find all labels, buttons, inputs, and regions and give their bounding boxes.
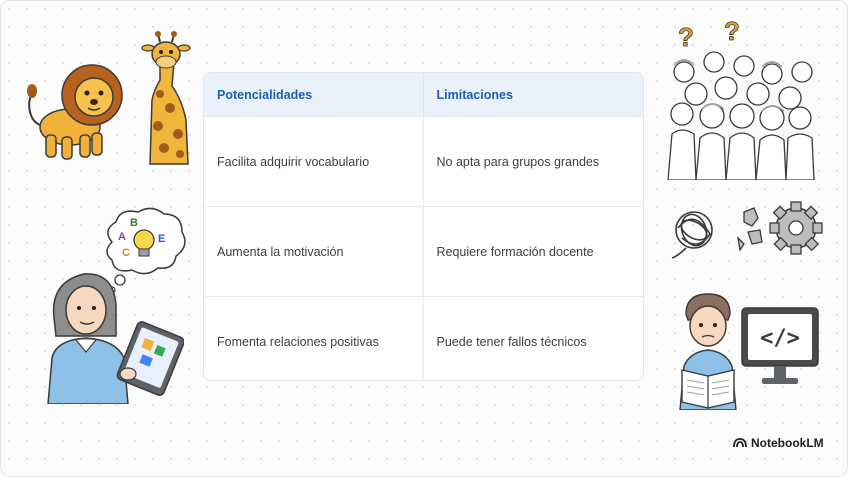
header-limitaciones: Limitaciones <box>436 87 513 102</box>
table-cell: Requiere formación docente <box>436 244 594 259</box>
table-cell: Fomenta relaciones positivas <box>204 297 424 381</box>
woman-with-tablet-illustration <box>44 262 184 404</box>
tangle-to-gear-illustration <box>668 198 824 264</box>
table-cell: Puede tener fallos técnicos <box>436 334 587 349</box>
comparison-table <box>203 72 644 381</box>
table-cell: Facilita adquirir vocabulario <box>204 117 424 206</box>
notebooklm-logo-icon <box>733 438 747 448</box>
table-row <box>204 206 643 296</box>
svg-text:</>: </> <box>760 326 800 351</box>
table-header-row <box>204 73 643 116</box>
table-cell: No apta para grupos grandes <box>436 154 600 169</box>
giraffe-illustration <box>130 30 194 166</box>
confused-crowd-illustration <box>660 18 822 180</box>
svg-text:E: E <box>158 233 166 245</box>
table-cell: Aumenta la motivación <box>204 207 424 296</box>
svg-text:?: ? <box>678 22 694 52</box>
header-potencialidades: Potencialidades <box>204 73 424 116</box>
student-with-code-monitor-illustration <box>674 290 824 410</box>
lion-illustration <box>22 55 130 163</box>
table-row <box>204 296 643 381</box>
svg-text:C: C <box>122 247 130 259</box>
brand-name: NotebookLM <box>751 436 824 450</box>
notebooklm-brand <box>733 436 824 450</box>
svg-text:A: A <box>118 231 126 243</box>
svg-text:B: B <box>130 217 138 229</box>
gear-icon <box>770 202 822 254</box>
table-row <box>204 116 643 206</box>
svg-text:?: ? <box>724 18 740 46</box>
